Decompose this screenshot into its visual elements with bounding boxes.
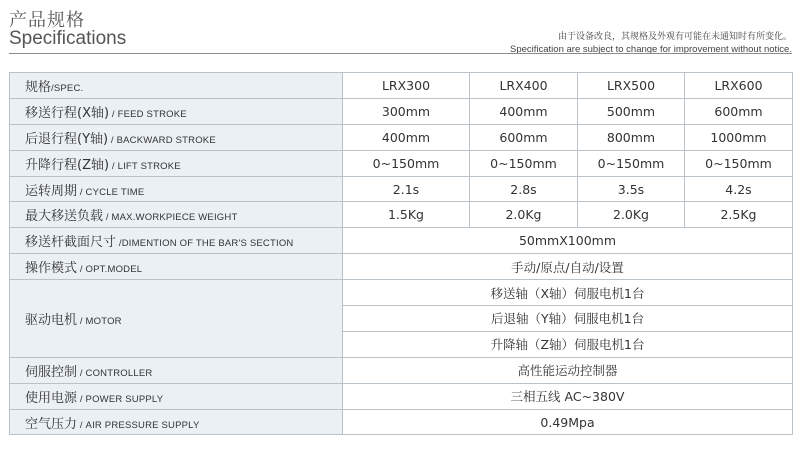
value-cell: 300mm — [343, 98, 470, 124]
value-cell: 1.5Kg — [343, 202, 470, 228]
table-row — [10, 202, 793, 228]
value-cell: 500mm — [578, 98, 685, 124]
row-label-spec: 规格/SPEC. — [10, 73, 343, 99]
table-row — [10, 357, 793, 383]
row-label-controller: 伺服控制 / CONTROLLER — [10, 357, 343, 383]
value-cell: 4.2s — [685, 176, 793, 202]
row-label-cycle: 运转周期 / CYCLE TIME — [10, 176, 343, 202]
row-label-power: 使用电源 / POWER SUPPLY — [10, 383, 343, 409]
value-cell: 0~150mm — [578, 150, 685, 176]
table-row — [10, 228, 793, 254]
row-label-load: 最大移送负载 / MAX.WORKPIECE WEIGHT — [10, 202, 343, 228]
model-cell: LRX300 — [343, 73, 470, 99]
value-cell: 2.0Kg — [578, 202, 685, 228]
value-cell: 2.0Kg — [470, 202, 578, 228]
value-cell: 1000mm — [685, 124, 793, 150]
value-cell: 600mm — [685, 98, 793, 124]
value-cell: 三相五线 AC~380V — [343, 383, 793, 409]
notice-en: Specification are subject to change for improvement without notice. — [510, 44, 792, 55]
table-row — [10, 254, 793, 280]
spec-table — [9, 72, 793, 435]
value-cell: 3.5s — [578, 176, 685, 202]
value-cell: 800mm — [578, 124, 685, 150]
model-cell: LRX500 — [578, 73, 685, 99]
row-label-air: 空气压力 / AIR PRESSURE SUPPLY — [10, 409, 343, 435]
value-cell: 高性能运动控制器 — [343, 357, 793, 383]
value-cell: 2.5Kg — [685, 202, 793, 228]
value-cell: 2.1s — [343, 176, 470, 202]
value-cell: 移送轴（X轴）伺服电机1台 — [343, 280, 793, 306]
table-row — [10, 280, 793, 306]
row-label-motor: 驱动电机 / MOTOR — [10, 280, 343, 358]
row-label-backward: 后退行程(Y轴) / BACKWARD STROKE — [10, 124, 343, 150]
value-cell: 50mmX100mm — [343, 228, 793, 254]
page-title-en: Specifications — [9, 28, 127, 49]
page-title-cn: 产品规格 — [9, 10, 85, 31]
row-label-opt: 操作模式 / OPT.MODEL — [10, 254, 343, 280]
table-row — [10, 98, 793, 124]
value-cell: 0.49Mpa — [343, 409, 793, 435]
value-cell: 0~150mm — [470, 150, 578, 176]
table-row — [10, 409, 793, 435]
model-cell: LRX400 — [470, 73, 578, 99]
value-cell: 0~150mm — [343, 150, 470, 176]
row-label-lift: 升降行程(Z轴) / LIFT STROKE — [10, 150, 343, 176]
header-divider — [9, 53, 792, 54]
value-cell: 0~150mm — [685, 150, 793, 176]
change-notice — [510, 29, 792, 55]
value-cell: 后退轴（Y轴）伺服电机1台 — [343, 306, 793, 332]
row-label-section: 移送杆截面尺寸 /DIMENTION OF THE BAR'S SECTION — [10, 228, 343, 254]
value-cell: 手动/原点/自动/设置 — [343, 254, 793, 280]
notice-cn: 由于设备改良，其规格及外观有可能在未通知时有所变化。 — [557, 32, 792, 42]
row-label-feed: 移送行程(X轴) / FEED STROKE — [10, 98, 343, 124]
model-cell: LRX600 — [685, 73, 793, 99]
value-cell: 升降轴（Z轴）伺服电机1台 — [343, 331, 793, 357]
table-row — [10, 150, 793, 176]
table-row — [10, 176, 793, 202]
table-row — [10, 383, 793, 409]
value-cell: 2.8s — [470, 176, 578, 202]
value-cell: 400mm — [343, 124, 470, 150]
value-cell: 600mm — [470, 124, 578, 150]
table-row — [10, 73, 793, 99]
table-row — [10, 124, 793, 150]
value-cell: 400mm — [470, 98, 578, 124]
